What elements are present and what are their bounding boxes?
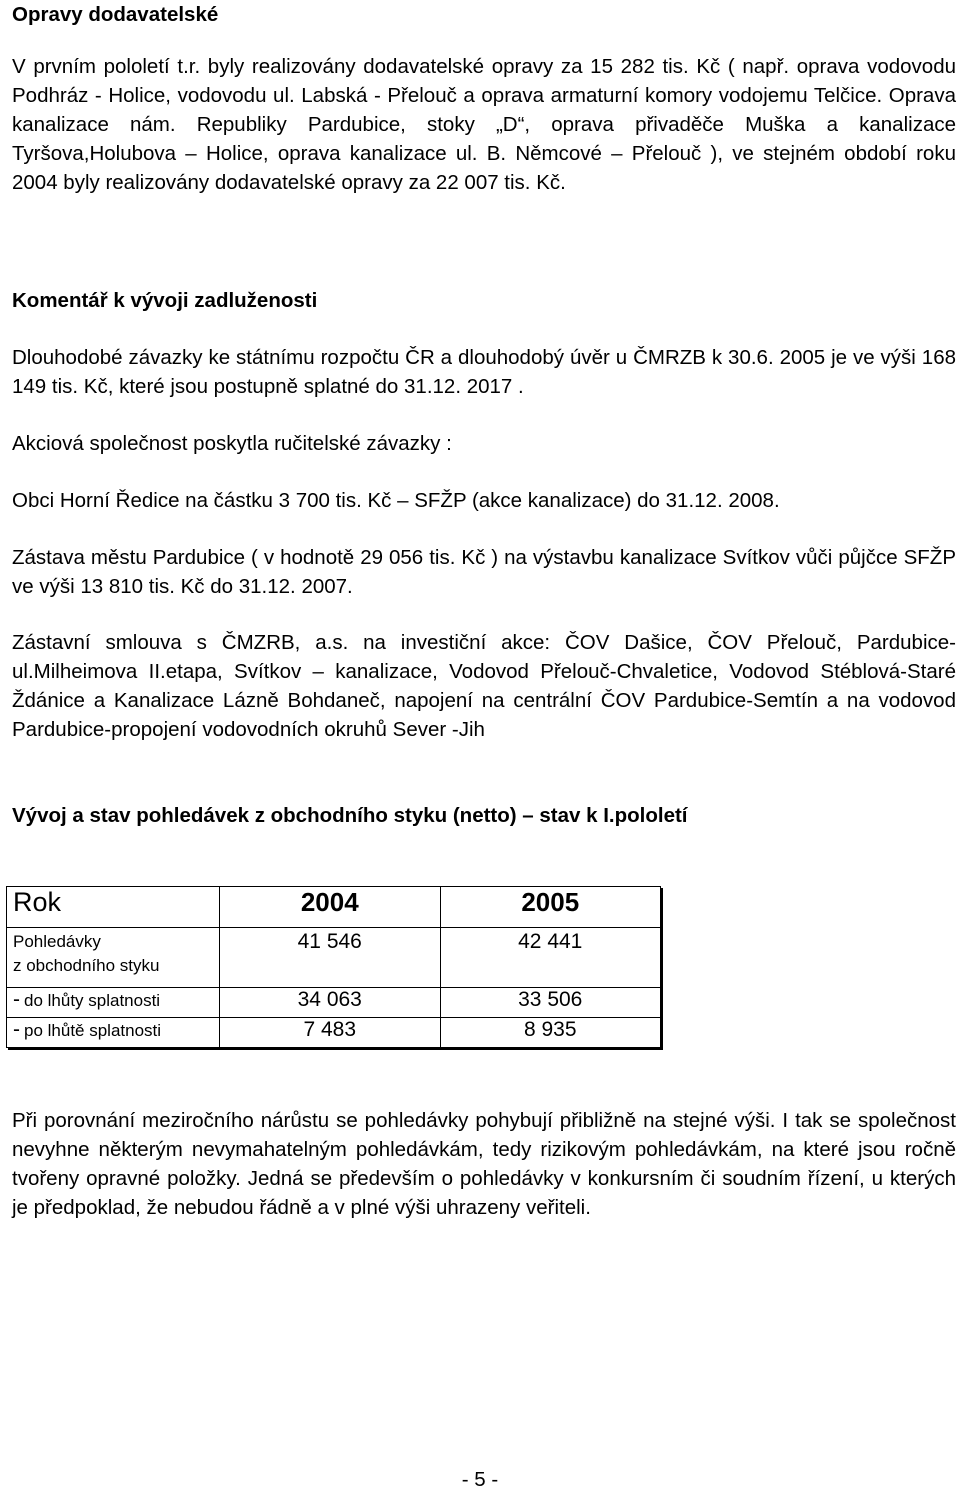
section-title-receivables: Vývoj a stav pohledávek z obchodního styku (netto) – stav k I.pololetí [12,804,688,827]
table-header-year: 2005 [440,887,661,928]
table-header-year: 2004 [220,887,441,928]
row-dash: - [13,1018,20,1041]
section-title-debt: Komentář k vývoji zadluženosti [12,289,318,312]
table-row [7,1018,661,1048]
row-value-2005: 42 441 [440,928,661,988]
section-title-repairs: Opravy dodavatelské [12,3,219,26]
row-dash: - [13,988,20,1011]
row-label [7,1018,220,1048]
row-label: Pohledávky z obchodního styku [7,928,220,988]
row-label-text: do lhůty splatnosti [24,991,161,1010]
row-label-text: po lhůtě splatnosti [24,1021,162,1040]
guarantee-item-3: Zástavní smlouva s ČMZRB, a.s. na investiční akce: ČOV Dašice, ČOV Přelouč, Pardubice-ul.Milheimova II.etapa, Svítkov – kanalizace, Vodovod Přelouč-Chvaletice, Vodovod Stéblová-Staré Ždánice a Kanalizace Lázně Bohdaneč, napojení na centrální ČOV Pardubice-Semtín a na vodovod Pardubice-propojení vodovodních okruhů Sever -Jih [12,631,956,741]
table-header-label: Rok [7,887,220,928]
receivables-table [6,886,661,1048]
table-header-row [7,887,661,928]
repairs-paragraph: V prvním pololetí t.r. byly realizovány dodavatelské opravy za 15 282 tis. Kč ( např. oprava vodovodu Podhráz - Holice, vodovodu ul. Labská - Přelouč a oprava armaturní komory vodojemu Telčice. Oprava kanalizace nám. Republiky Pardubice, stoky „D“, oprava přivaděče Muška a kanalizace Tyršova,Holubova – Holice, oprava kanalizace ul. B. Němcové – Přelouč ), ve stejném období roku 2004 byly realizovány dodavatelské opravy za 22 007 tis. Kč. [12,55,956,194]
row-value-2004: 41 546 [220,928,441,988]
row-value-2004: 7 483 [220,1018,441,1048]
row-value-2004: 34 063 [220,988,441,1018]
table-row [7,988,661,1018]
guarantee-intro: Akciová společnost poskytla ručitelské závazky : [12,432,452,455]
page-number: - 5 - [461,1468,499,1491]
row-value-2005: 33 506 [440,988,661,1018]
table-row [7,928,661,988]
row-value-2005: 8 935 [440,1018,661,1048]
guarantee-item-2: Zástava městu Pardubice ( v hodnotě 29 056 tis. Kč ) na výstavbu kanalizace Svítkov vůči půjčce SFŽP ve výši 13 810 tis. Kč do 31.12. 2007. [12,546,956,598]
guarantee-item-1: Obci Horní Ředice na částku 3 700 tis. Kč – SFŽP (akce kanalizace) do 31.12. 2008. [12,489,780,512]
closing-paragraph: Při porovnání meziročního nárůstu se pohledávky pohybují přibližně na stejné výši. I tak se společnost nevyhne některým nevymahatelným pohledávkám, tedy rizikovým pohledávkám, na které jsou ročně tvořeny opravné položky. Jedná se především o pohledávky v konkursním či soudním řízení, u kterých je předpoklad, že nebudou řádně a v plné výši uhrazeny veřiteli. [12,1109,956,1219]
debt-paragraph: Dlouhodobé závazky ke státnímu rozpočtu ČR a dlouhodobý úvěr u ČMRZB k 30.6. 2005 je ve výši 168 149 tis. Kč, které jsou postupně splatné do 31.12. 2017 . [12,346,956,398]
row-label [7,988,220,1018]
